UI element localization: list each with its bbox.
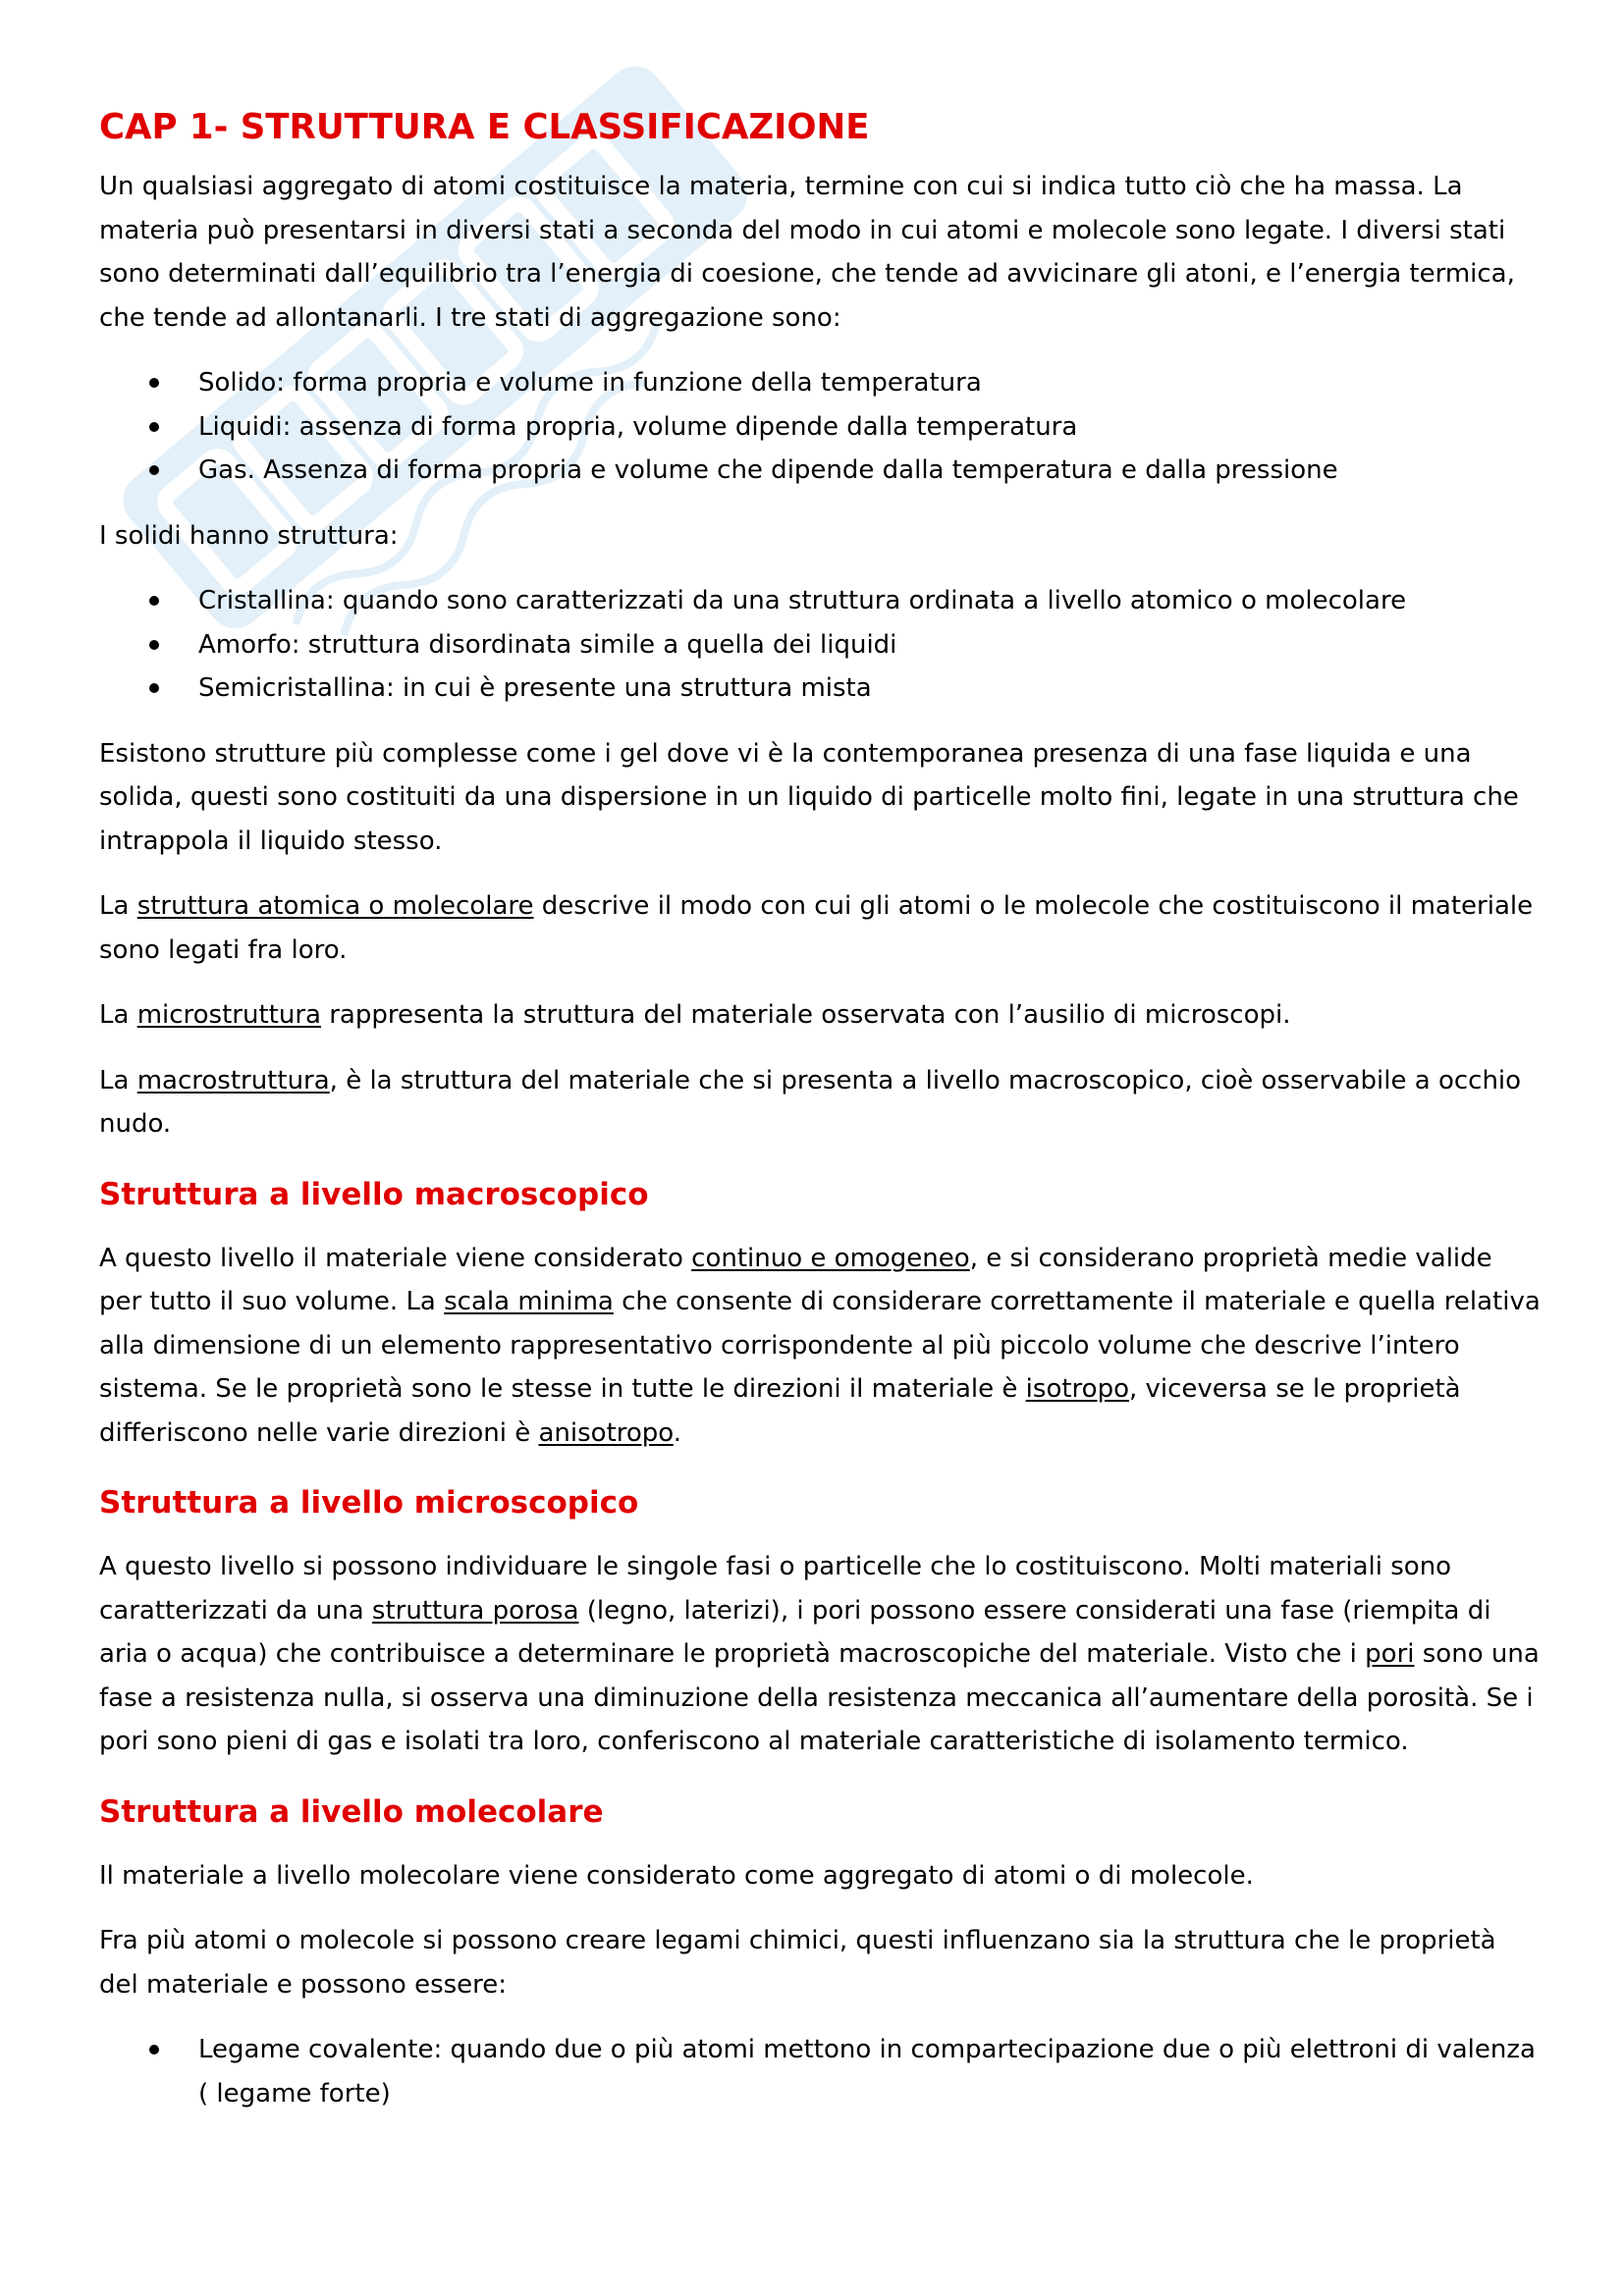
bullet-icon — [149, 683, 159, 693]
solids-list — [99, 579, 1543, 711]
underlined-term: macrostruttura — [136, 1065, 330, 1095]
list-item: Solido: forma propria e volume in funzione della temperatura — [99, 361, 1543, 405]
microscopic-paragraph: A questo livello si possono individuare le singole fasi o particelle che lo costituiscono. Molti materiali sono caratterizzati da una struttura porosa (legno, laterizi), i pori possono essere considerati una fase (riempita di aria o acqua) che contribuisce a determinare le proprietà macroscopiche del materiale. Visto che i pori sono una fase a resistenza nulla, si osserva una diminuzione della resistenza meccanica all’aumentare della porosità. Se i pori sono pieni di gas e isolati tra loro, conferiscono al materiale caratteristiche di isolamento termico. — [99, 1552, 1540, 1756]
underlined-term: anisotropo — [538, 1417, 674, 1448]
document-content — [99, 98, 1543, 2137]
list-item: Semicristallina: in cui è presente una struttura mista — [99, 667, 1543, 711]
states-list — [99, 361, 1543, 493]
atomic-structure-paragraph: La struttura atomica o molecolare descrive il modo con cui gli atomi o le molecole che costituiscono il materiale sono legati fra loro. — [99, 891, 1534, 965]
list-item: Gas. Assenza di forma propria e volume che dipende dalla temperatura e dalla pressione — [99, 449, 1543, 493]
underlined-term: scala minima — [444, 1287, 614, 1316]
section-heading-molecular: Struttura a livello molecolare — [99, 1793, 604, 1830]
bullet-icon — [149, 422, 159, 432]
bullet-icon — [149, 596, 159, 606]
bonds-list — [99, 2028, 1543, 2115]
list-item: Amorfo: struttura disordinata simile a quella dei liquidi — [99, 623, 1543, 667]
underlined-term: continuo e omogeneo — [691, 1243, 970, 1273]
underlined-term: struttura porosa — [371, 1595, 579, 1626]
section-heading-microscopic: Struttura a livello microscopico — [99, 1485, 639, 1521]
macrostructure-paragraph: La macrostruttura, è la struttura del materiale che si presenta a livello macroscopico, cioè osservabile a occhio nudo. — [99, 1065, 1522, 1139]
list-item: Cristallina: quando sono caratterizzati da una struttura ordinata a livello atomico o molecolare — [99, 579, 1543, 623]
bullet-icon — [149, 465, 159, 475]
list-item: Liquidi: assenza di forma propria, volume dipende dalla temperatura — [99, 405, 1543, 450]
molecular-paragraph-2: Fra più atomi o molecole si possono creare legami chimici, questi influenzano sia la struttura che le proprietà del materiale e possono essere: — [99, 1926, 1496, 2000]
bullet-icon — [149, 2045, 159, 2055]
solids-intro: I solidi hanno struttura: — [99, 520, 399, 551]
macroscopic-paragraph: A questo livello il materiale viene considerato continuo e omogeneo, e si considerano proprietà medie valide per tutto il suo volume. La scala minima che consente di considerare correttamente il materiale e quella relativa alla dimensione di un elemento rappresentativo corrispondente al più piccolo volume che descrive l’intero sistema. Se le proprietà sono le stesse in tutte le direzioni il materiale è isotropo, viceversa se le proprietà differiscono nelle varie direzioni è anisotropo. — [99, 1243, 1541, 1448]
intro-paragraph: Un qualsiasi aggregato di atomi costituisce la materia, termine con cui si indica tutto ciò che ha massa. La materia può presentarsi in diversi stati a seconda del modo in cui atomi e molecole sono legate. I diversi stati sono determinati dall’equilibrio tra l’energia di coesione, che tende ad avvicinare gli atoni, e l’energia termica, che tende ad allontanarli. I tre stati di aggregazione sono: — [99, 172, 1515, 333]
underlined-term: isotropo — [1025, 1374, 1129, 1404]
list-item: Legame covalente: quando due o più atomi mettono in compartecipazione due o più elettroni di valenza ( legame forte) — [99, 2028, 1543, 2115]
bullet-icon — [149, 378, 159, 388]
chapter-title: CAP 1- STRUTTURA E CLASSIFICAZIONE — [99, 107, 870, 147]
gel-paragraph: Esistono strutture più complesse come i gel dove vi è la contemporanea presenza di una fase liquida e una solida, questi sono costituiti da una dispersione in un liquido di particelle molto fini, legate in una struttura che intrappola il liquido stesso. — [99, 738, 1519, 856]
underlined-term: microstruttura — [136, 1000, 321, 1030]
underlined-term: pori — [1365, 1639, 1415, 1669]
section-heading-macroscopic: Struttura a livello macroscopico — [99, 1176, 649, 1212]
microstructure-paragraph: La microstruttura rappresenta la struttura del materiale osservata con l’ausilio di microscopi. — [99, 1000, 1291, 1030]
underlined-term: struttura atomica o molecolare — [136, 891, 534, 921]
bullet-icon — [149, 640, 159, 650]
molecular-paragraph-1: Il materiale a livello molecolare viene considerato come aggregato di atomi o di molecole. — [99, 1860, 1254, 1891]
